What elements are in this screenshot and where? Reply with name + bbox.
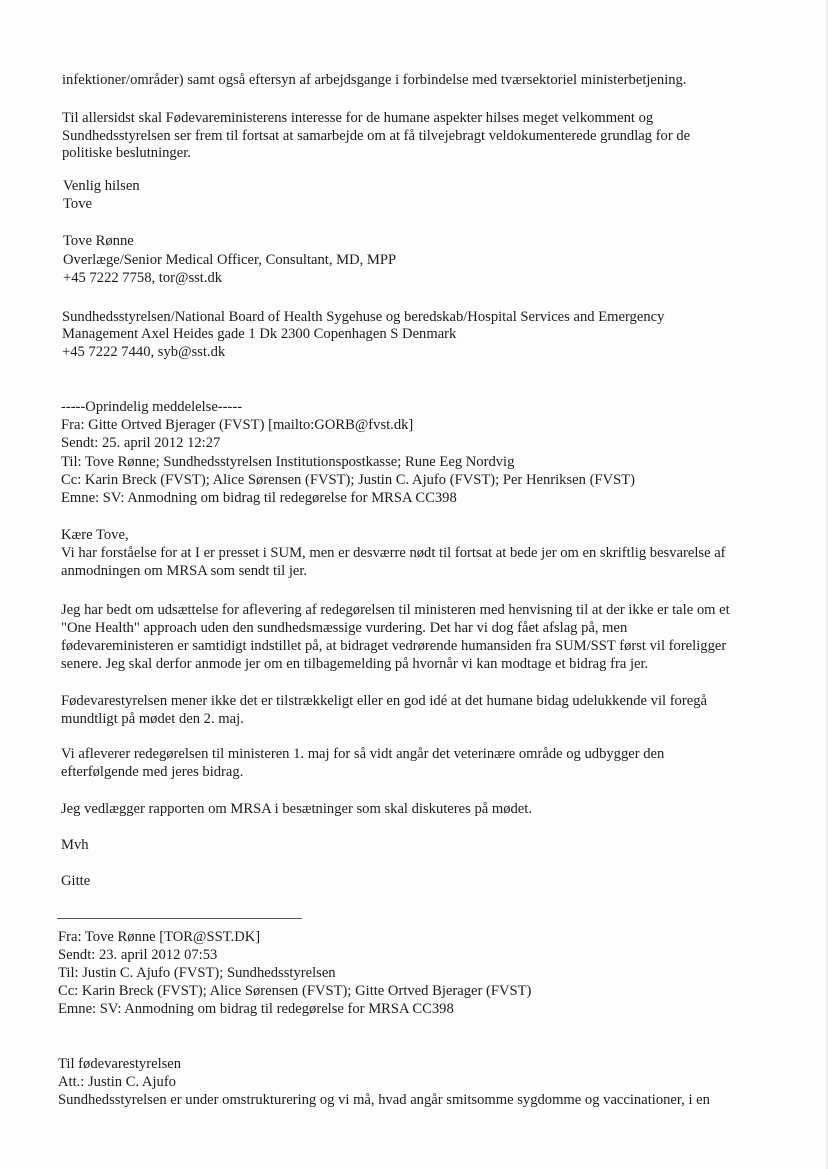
- body-line: Jeg har bedt om udsættelse for aflevering af redegørelsen til ministeren med henvisning til at der ikke er tale om et: [61, 602, 730, 618]
- body-line: mundtligt på mødet den 2. maj.: [61, 711, 244, 727]
- greeting: Venlig hilsen: [63, 178, 140, 194]
- earlier-addressee: Til fødevarestyrelsen: [58, 1056, 182, 1072]
- signature-name: Tove Rønne: [63, 233, 134, 249]
- body-line: Jeg vedlægger rapporten om MRSA i besætninger som skal diskuteres på mødet.: [61, 801, 532, 817]
- header-from: Fra: Gitte Ortved Bjerager (FVST) [mailto:GORB@fvst.dk]: [61, 417, 414, 433]
- original-message-separator: -----Oprindelig meddelelse-----: [61, 399, 243, 415]
- earlier-header-subject: Emne: SV: Anmodning om bidrag til redegørelse for MRSA CC398: [58, 1001, 454, 1017]
- signature-org-contact: +45 7222 7440, syb@sst.dk: [62, 344, 226, 360]
- header-to: Til: Tove Rønne; Sundhedsstyrelsen Institutionspostkasse; Rune Eeg Nordvig: [61, 454, 515, 470]
- body-line: senere. Jeg skal derfor anmode jer om en tilbagemelding på hvornår vi kan modtage et bidrag fra jer.: [61, 656, 649, 672]
- body-line: fødevareministeren er samtidigt indstillet på, at bidraget vedrørende humansiden fra SUM/SST først vil foreligger: [61, 638, 727, 654]
- body-line: "One Health" approach uden den sundhedsmæssige vurdering. Det har vi dog fået afslag på, men: [61, 620, 628, 636]
- earlier-header-cc: Cc: Karin Breck (FVST); Alice Sørensen (FVST); Gitte Ortved Bjerager (FVST): [58, 983, 532, 999]
- closing-mvh: Mvh: [61, 837, 89, 853]
- closing-paragraph-line: politiske beslutninger.: [62, 145, 191, 161]
- sign-name-short: Tove: [63, 196, 92, 212]
- closing-paragraph-line: Sundhedsstyrelsen ser frem til fortsat at samarbejde om at få tilvejebragt veldokumenterede grundlag for de: [62, 128, 691, 144]
- signature-org-line: Management Axel Heides gade 1 Dk 2300 Copenhagen S Denmark: [62, 326, 457, 342]
- header-subject: Emne: SV: Anmodning om bidrag til redegørelse for MRSA CC398: [61, 490, 457, 506]
- signature-contact: +45 7222 7758, tor@sst.dk: [63, 270, 223, 286]
- body-line: efterfølgende med jeres bidrag.: [61, 764, 244, 780]
- earlier-body-line: Sundhedsstyrelsen er under omstrukturering og vi må, hvad angår smitsomme sygdomme og vaccinationer, i en: [58, 1092, 710, 1108]
- earlier-header-from: Fra: Tove Rønne [TOR@SST.DK]: [58, 929, 261, 945]
- earlier-header-to: Til: Justin C. Ajufo (FVST); Sundhedsstyrelsen: [58, 965, 336, 981]
- earlier-header-sent: Sendt: 23. april 2012 07:53: [58, 947, 218, 963]
- intro-continuation: infektioner/områder) samt også eftersyn af arbejdsgange i forbindelse med tværsektoriel ministerbetjening.: [62, 72, 687, 88]
- body-line: anmodningen om MRSA som sendt til jer.: [61, 563, 308, 579]
- earlier-attention: Att.: Justin C. Ajufo: [58, 1074, 176, 1090]
- header-cc: Cc: Karin Breck (FVST); Alice Sørensen (FVST); Justin C. Ajufo (FVST); Per Henriksen (FVST): [61, 472, 635, 488]
- sender-first-name: Gitte: [61, 873, 91, 889]
- signature-title: Overlæge/Senior Medical Officer, Consultant, MD, MPP: [63, 252, 397, 268]
- body-line: Vi afleverer redegørelsen til ministeren 1. maj for så vidt angår det veterinære område og udbygger den: [61, 746, 665, 762]
- header-sent: Sendt: 25. april 2012 12:27: [61, 435, 221, 451]
- divider-line: [57, 918, 302, 919]
- body-line: Fødevarestyrelsen mener ikke det er tilstrækkeligt eller en god idé at det humane bidag udelukkende vil foregå: [61, 693, 707, 709]
- body-line: Vi har forståelse for at I er presset i SUM, men er desværre nødt til fortsat at bede jer om en skriftlig besvarelse af: [61, 545, 726, 561]
- signature-org-line: Sundhedsstyrelsen/National Board of Health Sygehuse og beredskab/Hospital Services and Emergency: [62, 309, 665, 325]
- closing-paragraph-line: Til allersidst skal Fødevareministerens interesse for de humane aspekter hilses meget velkomment og: [62, 110, 654, 126]
- salutation: Kære Tove,: [61, 527, 129, 543]
